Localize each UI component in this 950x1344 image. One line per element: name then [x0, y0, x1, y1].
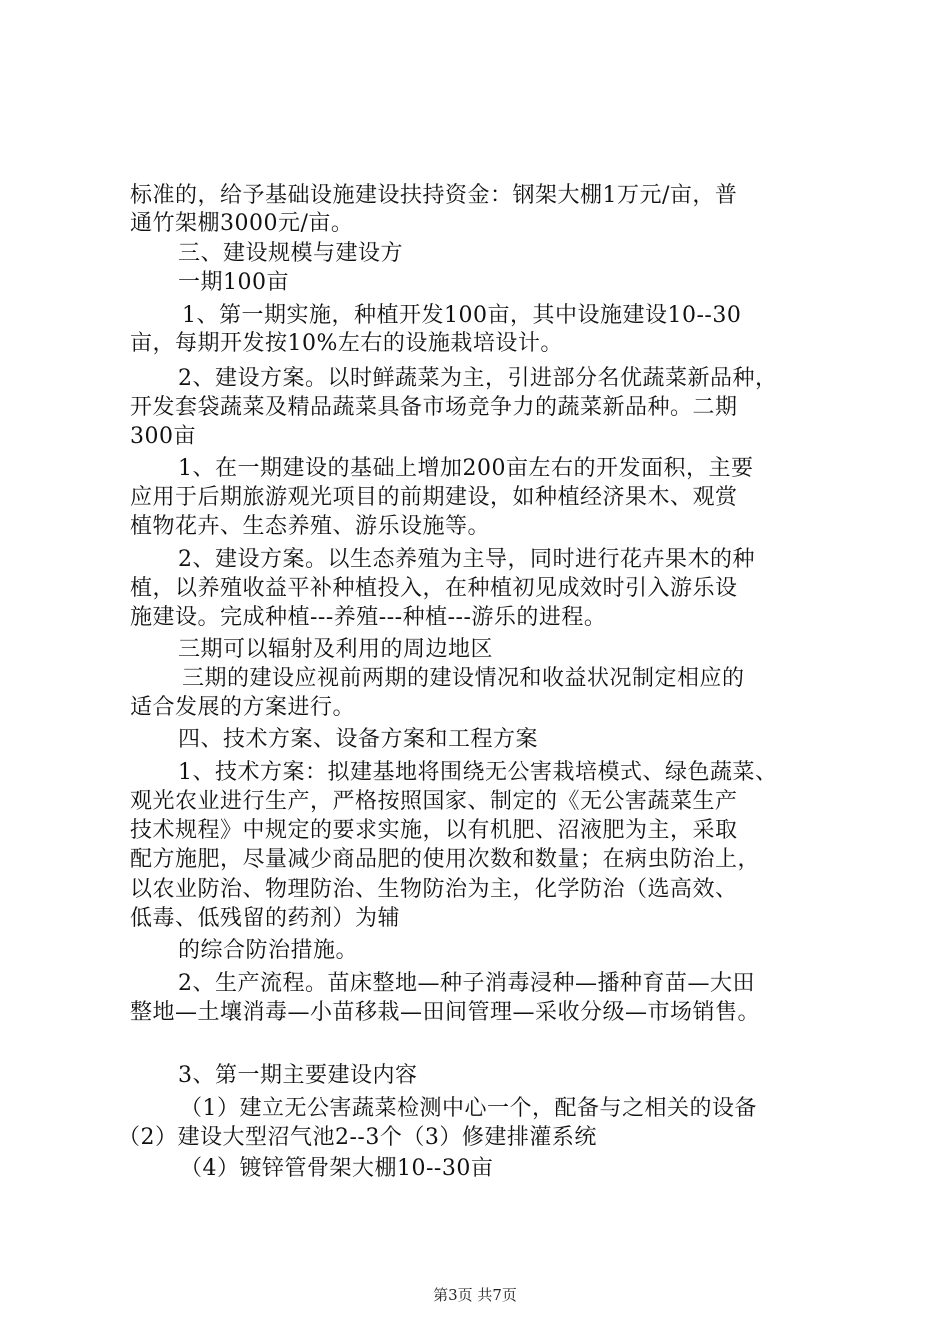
text-line: 施建设。完成种植---养殖---种植---游乐的进程。: [130, 605, 607, 630]
text-line: 2、建设方案。以生态养殖为主导，同时进行花卉果木的种: [178, 547, 755, 572]
text-line: 配方施肥，尽量减少商品肥的使用次数和数量；在病虫防治上，: [130, 847, 761, 872]
text-line: 以农业防治、物理防治、生物防治为主，化学防治（选高效、: [130, 877, 738, 902]
subsection-heading: 三期可以辐射及利用的周边地区: [178, 637, 494, 662]
text-line: 300亩: [130, 424, 196, 449]
text-line: 标准的，给予基础设施建设扶持资金：钢架大棚1万元/亩，普: [130, 183, 738, 208]
text-line: 1、第一期实施，种植开发100亩，其中设施建设10--30: [182, 303, 742, 328]
page-number-footer: 第3页 共7页: [433, 1286, 517, 1304]
text-line: 适合发展的方案进行。: [130, 695, 356, 720]
list-item: （4）镀锌管骨架大棚10--30亩: [180, 1156, 494, 1181]
text-line: 1、在一期建设的基础上增加200亩左右的开发面积，主要: [178, 456, 754, 481]
text-line: 开发套袋蔬菜及精品蔬菜具备市场竞争力的蔬菜新品种。二期: [130, 395, 738, 420]
subsection-heading: 3、第一期主要建设内容: [178, 1063, 418, 1088]
text-line: 三期的建设应视前两期的建设情况和收益状况制定相应的: [182, 666, 745, 691]
subsection-heading: 一期100亩: [178, 270, 289, 295]
section-heading: 四、技术方案、设备方案和工程方案: [178, 727, 539, 752]
text-line: 技术规程》中规定的要求实施，以有机肥、沼液肥为主，采取: [130, 818, 738, 843]
text-line: 应用于后期旅游观光项目的前期建设，如种植经济果木、观赏: [130, 485, 738, 510]
text-line: 植物花卉、生态养殖、游乐设施等。: [130, 514, 491, 539]
list-item: （2）建设大型沼气池2--3个（3）修建排灌系统: [118, 1125, 597, 1150]
text-line: 亩，每期开发按10%左右的设施栽培设计。: [130, 331, 563, 356]
list-item: （1）建立无公害蔬菜检测中心一个，配备与之相关的设备: [180, 1096, 757, 1121]
text-line: 低毒、低残留的药剂）为辅: [130, 906, 401, 931]
text-line: 通竹架棚3000元/亩。: [130, 211, 354, 236]
text-line: 整地—土壤消毒—小苗移栽—田间管理—采收分级—市场销售。: [130, 1000, 761, 1025]
text-line: 的综合防治措施。: [178, 938, 359, 963]
text-line: 1、技术方案：拟建基地将围绕无公害栽培模式、绿色蔬菜、: [178, 760, 778, 785]
section-heading: 三、建设规模与建设方: [178, 241, 404, 266]
text-line: 观光农业进行生产，严格按照国家、制定的《无公害蔬菜生产: [130, 789, 738, 814]
text-line: 2、生产流程。苗床整地—种子消毒浸种—播种育苗—大田: [178, 971, 755, 996]
text-line: 植，以养殖收益平补种植投入，在种植初见成效时引入游乐设: [130, 576, 738, 601]
text-line: 2、建设方案。以时鲜蔬菜为主，引进部分名优蔬菜新品种，: [178, 366, 778, 391]
